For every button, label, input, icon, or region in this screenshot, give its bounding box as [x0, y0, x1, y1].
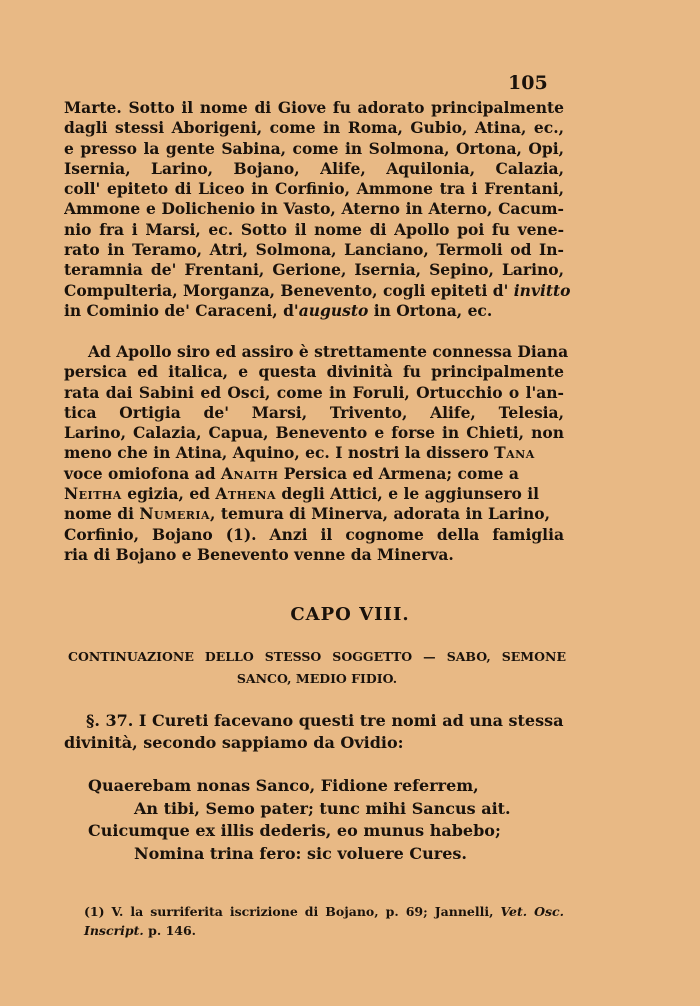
verse-line: Quaerebam nonas Sanco, Fidione referrem, [88, 776, 479, 795]
text-line: Neitha egizia, ed Athena degli Attici, e le aggiunsero il [64, 484, 540, 504]
italic-word: invitto [513, 280, 571, 300]
small-caps-word: Numeria [139, 504, 211, 524]
text-line: Isernia, Larino, Bojano, Alife, Aquilonia, Calazia, [64, 158, 564, 178]
small-caps-word: Tana [494, 443, 535, 463]
footnote [84, 902, 564, 940]
text-line: meno che in Atina, Aquino, ec. I nostri la dissero Tana [64, 443, 535, 463]
text-line: nio fra i Marsi, ec. Sotto il nome di Apollo poi fu vene- [64, 219, 564, 239]
verse-quote [88, 775, 511, 865]
paragraph-1 [64, 98, 571, 321]
paragraph-3 [64, 710, 564, 754]
chapter-summary [68, 646, 566, 690]
text-line: rato in Teramo, Atri, Solmona, Lanciano, Termoli od In- [64, 240, 564, 260]
summary-line: CONTINUAZIONE DELLO STESSO SOGGETTO — SABO, SEMONE [68, 649, 566, 664]
chapter-title: CAPO VIII. [290, 604, 410, 625]
text-line: nome di Numeria, temura di Minerva, adorata in Larino, [64, 504, 551, 524]
text-line: divinità, secondo sappiamo da Ovidio: [64, 733, 404, 752]
verse-line: Nomina trina fero: sic voluere Cures. [134, 843, 467, 863]
text-line: Marte. Sotto il nome di Giove fu adorato principalmente [64, 98, 564, 117]
text-line: Ammone e Dolichenio in Vasto, Aterno in Aterno, Cacum- [64, 199, 564, 219]
footnote-line: Inscript. p. 146. [84, 923, 197, 938]
small-caps-word: Anaith [221, 463, 279, 483]
text-line: in Cominio de' Caraceni, d'augusto in Ortona, ec. [64, 300, 493, 320]
small-caps-word: Athena [215, 484, 277, 504]
text-line: e presso la gente Sabina, come in Solmona, Ortona, Opi, [64, 138, 564, 158]
verse-line: Cuicumque ex illis dederis, eo munus habebo; [88, 821, 501, 840]
text-line: dagli stessi Aborigeni, come in Roma, Gubio, Atina, ec., [64, 118, 564, 138]
text-line: teramnia de' Frentani, Gerione, Isernia, Sepino, Larino, [64, 260, 564, 280]
paragraph-2 [64, 342, 569, 565]
summary-line: SANCO, MEDIO FIDIO. [236, 671, 398, 686]
text-line: persica ed italica, e questa divinità fu principalmente [64, 362, 564, 382]
small-caps-word: Neitha [64, 484, 122, 504]
text-line: Corfinio, Bojano (1). Anzi il cognome della famiglia [64, 524, 564, 544]
text-line: rata dai Sabini ed Osci, come in Foruli, Ortucchio o l'an- [64, 382, 564, 402]
verse-line: An tibi, Semo pater; tunc mihi Sancus ait. [134, 798, 511, 818]
footnote-line: (1) V. la surriferita iscrizione di Bojano, p. 69; Jannelli, Vet. Osc. [84, 904, 564, 919]
text-line: voce omiofona ad Anaith Persica ed Armena; come a [64, 463, 519, 483]
text-line: Ad Apollo siro ed assiro è strettamente connessa Diana [88, 342, 569, 361]
text-line: ria di Bojano e Benevento venne da Minerva. [64, 544, 454, 564]
page-number: 105 [508, 72, 548, 94]
text-line: Compulteria, Morganza, Benevento, cogli epiteti d' invitto [64, 280, 571, 300]
italic-word: augusto [298, 300, 369, 320]
text-line: coll' epiteto di Liceo in Corfinio, Ammone tra i Frentani, [64, 179, 564, 199]
text-line: tica Ortigia de' Marsi, Trivento, Alife, Telesia, [64, 402, 564, 422]
text-line: §. 37. I Cureti facevano questi tre nomi ad una stessa [86, 711, 564, 730]
text-line: Larino, Calazia, Capua, Benevento e forse in Chieti, non [64, 423, 564, 443]
